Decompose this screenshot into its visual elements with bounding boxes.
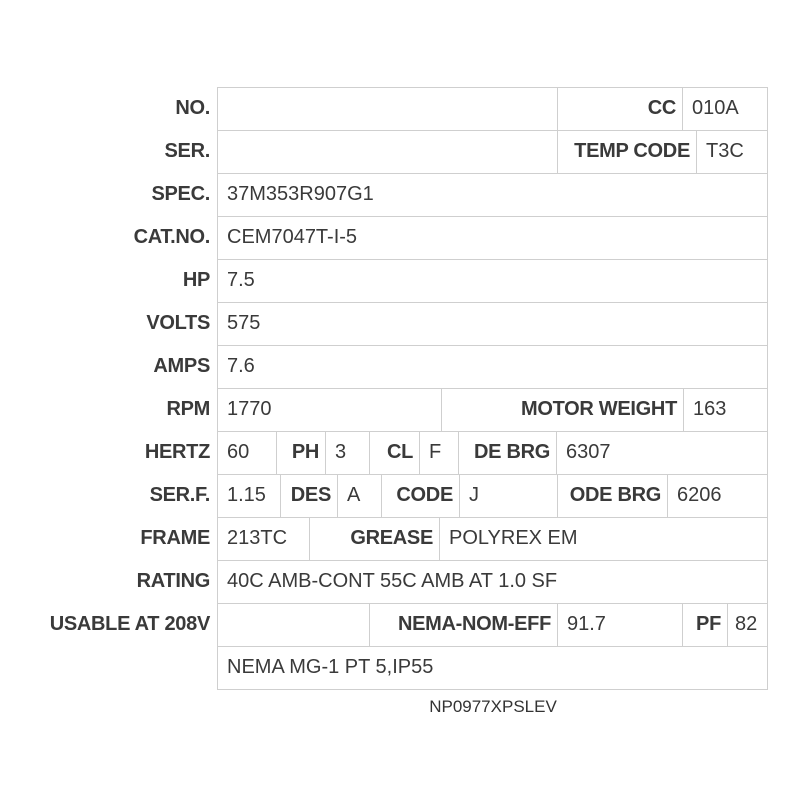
label-temp-code: TEMP CODE [557, 130, 697, 174]
value-usable-at-208v [217, 603, 370, 647]
value-rating: 40C AMB-CONT 55C AMB AT 1.0 SF [217, 560, 768, 604]
label-ser-f: SER.F. [149, 484, 210, 506]
value-des: A [337, 474, 382, 518]
label-cl: CL [369, 431, 420, 475]
value-ser [217, 130, 558, 174]
label-pf: PF [682, 603, 728, 647]
label-amps: AMPS [153, 355, 210, 377]
label-rpm: RPM [166, 398, 210, 420]
label-cc: CC [557, 87, 683, 131]
label-volts: VOLTS [146, 312, 210, 334]
part-number-footer: NP0977XPSLEV [429, 697, 557, 716]
value-spec: 37M353R907G1 [217, 173, 768, 217]
label-hp: HP [182, 269, 210, 291]
label-de-brg: DE BRG [458, 431, 557, 475]
value-nema-standard: NEMA MG-1 PT 5,IP55 [217, 646, 768, 690]
value-hertz: 60 [217, 431, 277, 475]
value-pf: 82 [727, 603, 768, 647]
label-rating: RATING [136, 570, 210, 592]
value-ode-brg: 6206 [667, 474, 768, 518]
value-nema-nom-eff: 91.7 [557, 603, 683, 647]
value-de-brg: 6307 [556, 431, 768, 475]
value-motor-weight: 163 [683, 388, 768, 432]
label-spec: SPEC. [151, 183, 210, 205]
value-volts: 575 [217, 302, 768, 346]
value-ph: 3 [325, 431, 370, 475]
label-code: CODE [381, 474, 460, 518]
label-cat-no: CAT.NO. [133, 226, 210, 248]
value-rpm: 1770 [217, 388, 442, 432]
value-ser-f: 1.15 [217, 474, 281, 518]
value-grease: POLYREX EM [439, 517, 768, 561]
value-hp: 7.5 [217, 259, 768, 303]
label-des: DES [280, 474, 338, 518]
label-grease: GREASE [309, 517, 440, 561]
label-hertz: HERTZ [144, 441, 210, 463]
label-motor-weight: MOTOR WEIGHT [441, 388, 684, 432]
value-amps: 7.6 [217, 345, 768, 389]
value-cl: F [419, 431, 459, 475]
value-code: J [459, 474, 558, 518]
label-usable-at-208v: USABLE AT 208V [49, 613, 210, 635]
value-no [217, 87, 558, 131]
value-cat-no: CEM7047T-I-5 [217, 216, 768, 260]
value-temp-code: T3C [696, 130, 768, 174]
label-ph: PH [276, 431, 326, 475]
value-frame: 213TC [217, 517, 310, 561]
label-frame: FRAME [140, 527, 210, 549]
label-no: NO. [175, 97, 210, 119]
label-ode-brg: ODE BRG [557, 474, 668, 518]
label-ser: SER. [164, 140, 210, 162]
value-cc: 010A [682, 87, 768, 131]
label-nema-nom-eff: NEMA-NOM-EFF [369, 603, 558, 647]
